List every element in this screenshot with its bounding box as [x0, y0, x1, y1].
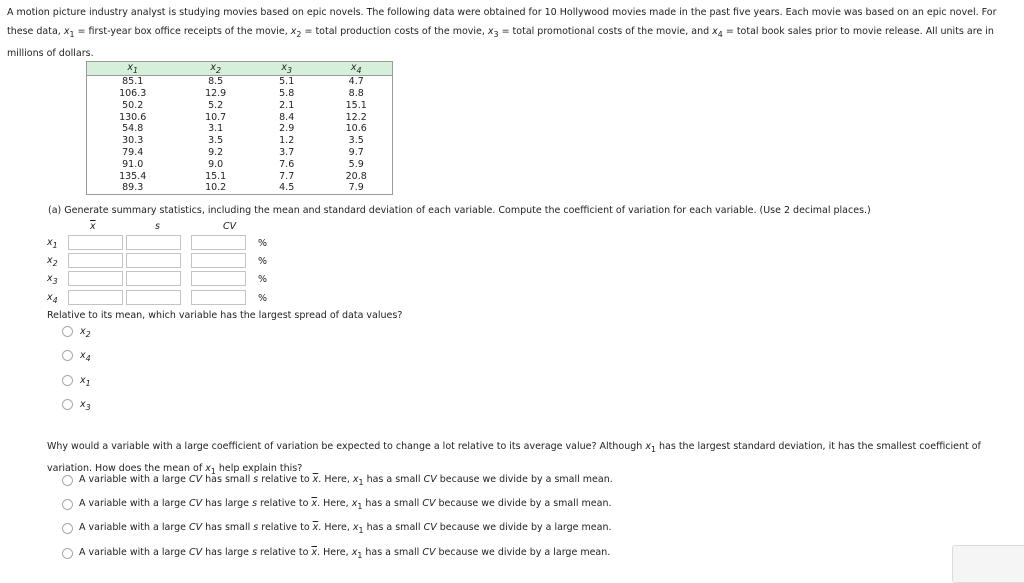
- mean-input-x4[interactable]: [68, 290, 123, 305]
- option-label-x3: $x_3$: [80, 399, 91, 412]
- table-cell: 7.6: [279, 158, 295, 170]
- table-cell: 9.2: [208, 147, 224, 159]
- table-cell: 20.8: [345, 170, 367, 182]
- option-label-x4: $x_4$: [80, 350, 91, 363]
- cv-explanation-question: Why would a variable with a large coefficient of variation be expected to change a lot relative to its average value? Although $x_1$ has the largest standard deviation, it has the smallest coefficient of variation. How does the mean of $x_1$ help explain this?: [47, 441, 981, 476]
- table-row: [87, 182, 393, 194]
- problem-intro: A motion picture industry analyst is studying movies based on epic novels. The following data were obtained for 10 Hollywood movies made in the past five years. Each movie was based on an epic novel. For these data, $x_1$ = first-year box office receipts of the movie, $x_2$ = total production costs of the movie, $x_3$ = total promotional costs of the movie, and $x_4$ = total book sales prior to movie release. All units are in millions of dollars.: [7, 7, 997, 59]
- table-cell: 10.2: [205, 182, 227, 194]
- table-cell: 1.2: [279, 135, 295, 147]
- column-header-x4: $x_4$: [320, 62, 392, 76]
- table-cell: 54.8: [122, 123, 144, 135]
- percent-sign: %: [258, 256, 268, 267]
- mean-input-x3[interactable]: [68, 271, 123, 286]
- table-cell: 4.5: [279, 182, 295, 194]
- cv-input-x4[interactable]: [191, 290, 246, 305]
- column-header-x1: $x_1$: [87, 62, 179, 76]
- mean-input-x1[interactable]: [68, 235, 123, 250]
- table-row: [87, 135, 393, 147]
- table-cell: 10.6: [345, 123, 367, 135]
- table-row: [87, 88, 393, 100]
- explanation-option-label: A variable with a large CV has small s relative to $\overline{x}$. Here, $x_1$ has a small CV because we divide by a small mean.: [79, 474, 613, 487]
- table-row: [87, 158, 393, 170]
- explanation-option-label: A variable with a large CV has large s relative to $\overline{x}$. Here, $x_1$ has a small CV because we divide by a small mean.: [79, 498, 612, 511]
- sd-input-x4[interactable]: [126, 290, 181, 305]
- table-cell: 15.1: [345, 99, 367, 111]
- corner-widget: [952, 545, 1024, 583]
- table-cell: 5.1: [279, 76, 295, 88]
- table-cell: 3.5: [208, 135, 224, 147]
- percent-sign: %: [258, 238, 268, 249]
- radio-explanation-3[interactable]: [62, 523, 73, 534]
- table-cell: 8.8: [348, 88, 364, 100]
- table-cell: 7.9: [348, 182, 364, 194]
- table-row: [87, 111, 393, 123]
- table-row: [87, 147, 393, 159]
- sd-input-x2[interactable]: [126, 253, 181, 268]
- table-cell: 8.5: [208, 76, 224, 88]
- radio-option-x3[interactable]: [62, 399, 73, 410]
- cv-input-x2[interactable]: [191, 253, 246, 268]
- table-row: [87, 75, 393, 87]
- radio-explanation-2[interactable]: [62, 499, 73, 510]
- column-header-x3: $x_3$: [253, 62, 321, 76]
- part-a-prompt: (a) Generate summary statistics, including the mean and standard deviation of each variable. Compute the coefficient of variation for each variable. (Use 2 decimal places.): [48, 205, 871, 216]
- table-header-row: [87, 62, 393, 76]
- table-cell: 85.1: [122, 76, 144, 88]
- column-header-x2: $x_2$: [178, 62, 253, 76]
- row-label-x3: $x_3$: [47, 273, 58, 286]
- spread-question-prompt: Relative to its mean, which variable has the largest spread of data values?: [47, 310, 403, 321]
- table-cell: 12.9: [205, 88, 227, 100]
- explanation-option-label: A variable with a large CV has large s relative to $\overline{x}$. Here, $x_1$ has a small CV because we divide by a large mean.: [79, 547, 611, 560]
- radio-option-x2[interactable]: [62, 326, 73, 337]
- table-cell: 5.2: [208, 99, 224, 111]
- mean-column-header: $\overline{x}$: [90, 221, 96, 232]
- table-cell: 9.0: [208, 158, 224, 170]
- table-cell: 5.9: [348, 158, 364, 170]
- table-cell: 79.4: [122, 147, 144, 159]
- radio-explanation-1[interactable]: [62, 475, 73, 486]
- table-cell: 8.4: [279, 111, 295, 123]
- table-cell: 7.7: [279, 170, 295, 182]
- table-row: [87, 170, 393, 182]
- table-row: [87, 123, 393, 135]
- sd-input-x3[interactable]: [126, 271, 181, 286]
- table-cell: 3.5: [348, 135, 364, 147]
- radio-explanation-4[interactable]: [62, 548, 73, 559]
- table-cell: 5.8: [279, 88, 295, 100]
- option-label-x2: $x_2$: [80, 326, 91, 339]
- movie-data-table: [86, 61, 393, 195]
- table-cell: 106.3: [119, 88, 147, 100]
- row-label-x1: $x_1$: [47, 237, 58, 250]
- table-cell: 91.0: [122, 158, 144, 170]
- table-cell: 12.2: [345, 111, 367, 123]
- percent-sign: %: [258, 293, 268, 304]
- table-cell: 135.4: [119, 170, 147, 182]
- row-label-x2: $x_2$: [47, 255, 58, 268]
- table-cell: 10.7: [205, 111, 227, 123]
- cv-input-x1[interactable]: [191, 235, 246, 250]
- percent-sign: %: [258, 274, 268, 285]
- table-cell: 9.7: [348, 147, 364, 159]
- table-cell: 2.1: [279, 99, 295, 111]
- table-cell: 30.3: [122, 135, 144, 147]
- table-cell: 15.1: [205, 170, 227, 182]
- explanation-option-label: A variable with a large CV has small s relative to $\overline{x}$. Here, $x_1$ has a small CV because we divide by a large mean.: [79, 522, 612, 535]
- sd-column-header: s: [155, 221, 160, 232]
- mean-input-x2[interactable]: [68, 253, 123, 268]
- table-cell: 50.2: [122, 99, 144, 111]
- table-cell: 130.6: [119, 111, 147, 123]
- radio-option-x1[interactable]: [62, 375, 73, 386]
- table-cell: 89.3: [122, 182, 144, 194]
- option-label-x1: $x_1$: [80, 375, 91, 388]
- table-cell: 3.1: [208, 123, 224, 135]
- cv-column-header: CV: [223, 221, 237, 232]
- table-cell: 2.9: [279, 123, 295, 135]
- row-label-x4: $x_4$: [47, 292, 58, 305]
- table-row: [87, 99, 393, 111]
- sd-input-x1[interactable]: [126, 235, 181, 250]
- radio-option-x4[interactable]: [62, 350, 73, 361]
- table-cell: 4.7: [348, 76, 364, 88]
- table-cell: 3.7: [279, 147, 295, 159]
- cv-input-x3[interactable]: [191, 271, 246, 286]
